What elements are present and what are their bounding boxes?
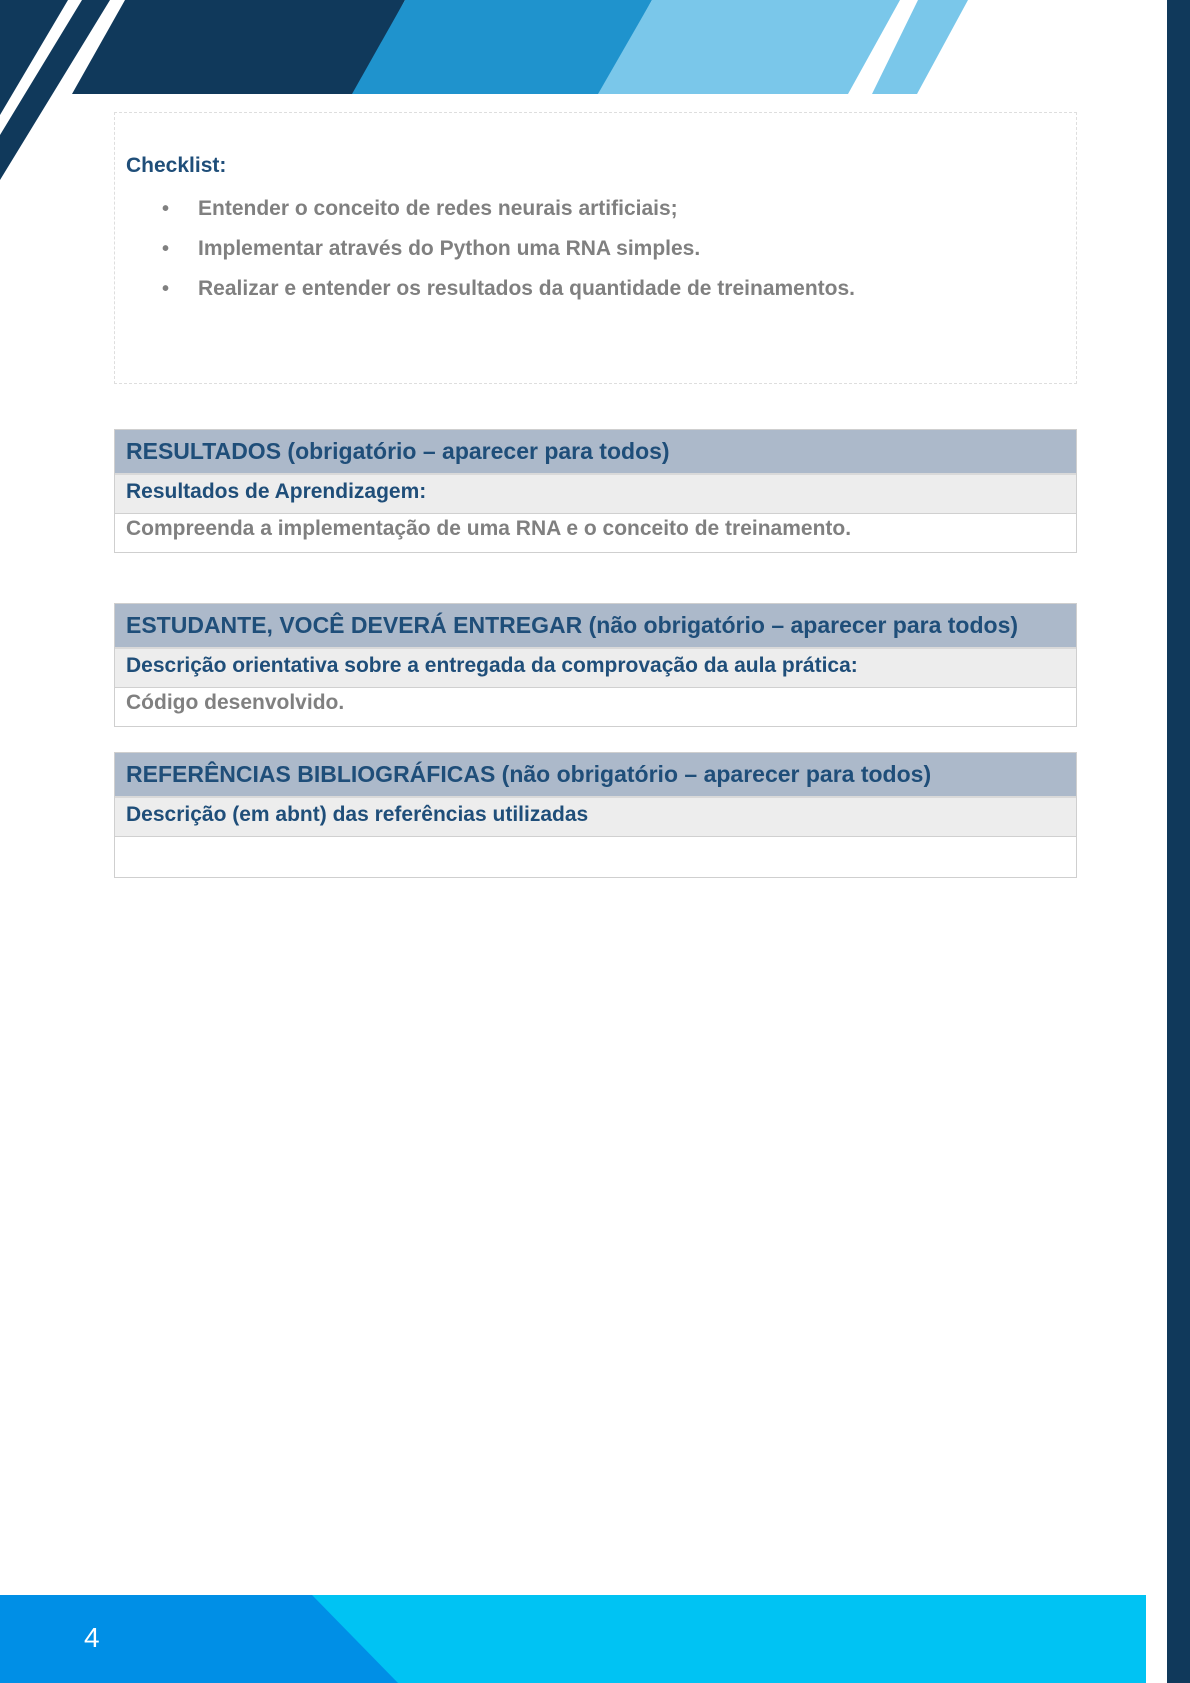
section-resultados	[114, 429, 1077, 553]
checklist-item-text: Implementar através do Python uma RNA simples.	[198, 237, 701, 260]
section-referencias	[114, 752, 1077, 878]
section-subtitle: Descrição (em abnt) das referências utilizadas	[115, 798, 1076, 837]
section-body: Compreenda a implementação de uma RNA e o conceito de treinamento.	[115, 514, 1076, 552]
checklist-item	[115, 269, 855, 309]
bullet-icon: •	[162, 278, 170, 300]
page-number: 4	[84, 1622, 100, 1653]
section-entregar	[114, 603, 1077, 727]
checklist-box	[114, 112, 1077, 384]
right-edge-stripe	[1167, 0, 1190, 1683]
section-subtitle: Resultados de Aprendizagem:	[115, 475, 1076, 514]
header-navy-band	[72, 0, 405, 94]
section-title: RESULTADOS (obrigatório – aparecer para todos)	[115, 430, 1076, 475]
section-subtitle: Descrição orientativa sobre a entregada da comprovação da aula prática:	[115, 649, 1076, 688]
checklist-item	[115, 189, 855, 229]
checklist-list	[115, 189, 855, 309]
section-body	[115, 837, 1076, 877]
section-title: ESTUDANTE, VOCÊ DEVERÁ ENTREGAR (não obrigatório – aparecer para todos)	[115, 604, 1076, 649]
checklist-title: Checklist:	[126, 154, 227, 177]
checklist-item-text: Realizar e entender os resultados da quantidade de treinamentos.	[198, 277, 856, 300]
bullet-icon: •	[162, 198, 170, 220]
checklist-item	[115, 229, 855, 269]
bullet-icon: •	[162, 238, 170, 260]
checklist-item-text: Entender o conceito de redes neurais artificiais;	[198, 197, 678, 220]
section-title: REFERÊNCIAS BIBLIOGRÁFICAS (não obrigatório – aparecer para todos)	[115, 753, 1076, 798]
section-body: Código desenvolvido.	[115, 688, 1076, 726]
footer-band	[0, 1595, 1146, 1683]
